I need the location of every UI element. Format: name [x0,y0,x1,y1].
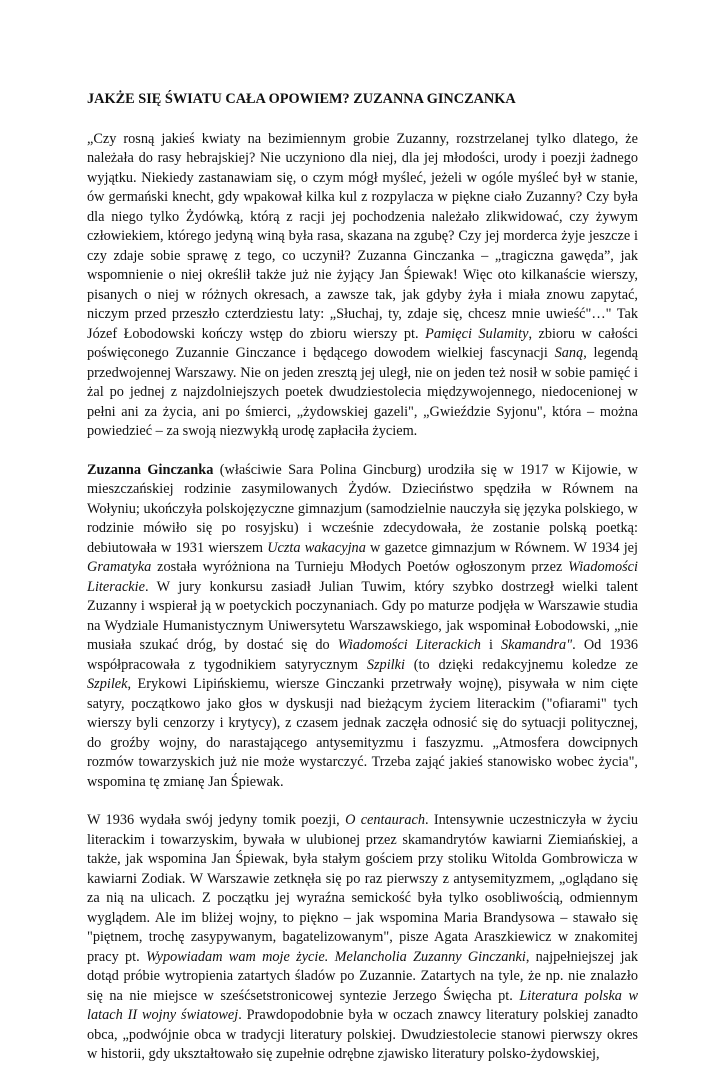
book-title-literatura-polska: Literatura polska w latach II wojny światowej [87,987,638,1023]
name-sana: Saną [554,345,584,361]
poem-title-uczta-wakacyjna: Uczta wakacyjna [267,539,366,556]
text-run: , zbioru w całości poświęconego Zuzannie Ginczance i będącego dowodem wielkiej fascynacji [87,325,638,361]
poet-name: Zuzanna Ginczanka [87,461,214,478]
text-run: . Od 1936 współpracowała z tygodnikiem satyrycznym [87,637,638,673]
magazine-szpilek: Szpilek [87,676,128,692]
text-run: , Erykowi Lipińskiemu, wiersze Ginczanki przetrwały wojnę), pisywała w nim cięte satyry, początkowo jako głos w dyskusji nad bieżącym życiem literackim ("ofiarami" tych wierszy byli cenzorzy i krytycy), z czasem jednak zaczęła odnosić się do sytuacji politycznej, do groźby wojny, do narastającego antysemityzmu i faszyzmu. „Atmosfera dowcipnych rozmów towarzyskich już nie może wystarczyć. Trzeba zająć jakieś stanowisko wobec życia", wspomina tę zmianę Jan Śpiewak. [87,676,638,790]
book-title-o-centaurach: O centaurach [345,812,426,828]
page-title: JAKŻE SIĘ ŚWIATU CAŁA OPOWIEM? ZUZANNA GINCZANKA [87,91,516,107]
text-run: została wyróżniona na Turnieju Młodych Poetów ogłoszonym przez [151,559,569,575]
text-run: . Prawdopodobnie była w oczach znawcy literatury polskiej zanadto obca, „podwójnie obca w tradycji literatury polskiej. Dwudziestolecie stanowi pierwszy okres w historii, gdy ukształtowało się zupełnie odrębne zjawisko literatury polsko-żydowskiej, [87,1007,638,1062]
text-run: W 1936 wydała swój jedyny tomik poezji, [87,812,346,828]
text-run: . Intensywnie uczestniczyła w życiu literackim i towarzyskim, bywała w ulubionej przez skamandrytów kawiarni Ziemiańskiej, a także, jak wspomina Jan Śpiewak, była stałym gościem przy stoliku Witolda Gombrowicza w kawiarni Zodiak. W Warszawie zetknęła się po raz pierwszy z antysemityzmem, „oglądano się za nią na ulicach. Z początku jej wyraźna semickość była tylko osobliwością, odmiennym wyglądem. Ale im bliżej wojny, to piękno – jak wspomina Maria Brandysowa – stawało się "piętnem, trochę zasypywanym, bagatelizowanym", pisze Agata Araszkiewicz w znakomitej pracy pt. [87,812,638,965]
book-title-wypowiadam-wam: Wypowiadam wam moje życie. Melancholia Zuzanny Ginczanki [146,948,526,965]
magazine-wiadomosci-literackie: Wiadomości Literackie [87,559,638,595]
document-page [87,90,638,1084]
text-run: . W jury konkursu zasiadł Julian Tuwim, który szybko dostrzegł wielki talent Zuzanny i wspierał ją w poetyckich poczynaniach. Gdy po maturze podjęła w Warszawie studia na Wydziale Humanistycznym Uniwersytetu Warszawskiego, jak wspominał Łobodowski, „nie musiała szukać dróg, by dostać się do [87,578,638,653]
paragraph-biography [87,461,638,793]
text-run: (to dzięki redakcyjnemu koledze ze [404,656,639,673]
book-title-pamieci-sulamity: Pamięci Sulamity [425,325,529,342]
text-run: w gazetce gimnazjum w Równem. W 1934 jej [365,539,638,556]
text-run: (właściwie Sara Polina Gincburg) urodziła się w 1917 w Kijowie, w mieszczańskiej rodzinie zasymilowanych Żydów. Dzieciństwo spędziła w Równem na Wołyniu; ukończyła polskojęzyczne gimnazjum (samodzielnie nauczyła się języka polskiego, w rodzinie mówiło się po rosyjsku) i wcześnie zdecydowała, że zostanie polską poetką: debiutowała w 1931 wierszem [87,461,638,556]
magazine-wiadomosci-literackich: Wiadomości Literackich [337,637,481,653]
paragraph-intro-quote [87,130,638,442]
text-run: i [480,637,502,653]
text-run: , legendą przedwojennej Warszawy. Nie on jeden zresztą jej uległ, nie on jeden też nosił w sobie pamięć i żal po jednej z najzdolniejszych poetek dwudziestolecia międzywojennego, niedocenionej w pełni ani za życia, ani po śmierci, „żydowskiej gazeli", „Gwieździe Syjonu", która – można powiedzieć – za swoją niezwykłą urodę zapłaciła życiem. [87,345,638,439]
magazine-szpilki: Szpilki [366,656,405,673]
poem-title-gramatyka: Gramatyka [87,559,152,575]
text-run: , najpełniejszej jak dotąd próbie wytropienia zatartych śladów po Zuzannie. Zatartych na tyle, że np. nie znalazło się na nie miejsce w sześćsetstronicowej syntezie Jerzego Święcha pt. [87,948,639,1004]
magazine-skamandra: Skamandra" [501,637,573,653]
paragraph-literary-life [87,811,638,1065]
text-run: „Czy rosną jakieś kwiaty na bezimiennym grobie Zuzanny, rozstrzelanej tylko dlatego, że należała do rasy hebrajskiej? Nie uczyniono dla niej, dla jej młodości, urody i poezji żadnego wyjątku. Niekiedy zastanawiam się, o czym mógł myśleć, jeżeli w ogóle myśleć był w stanie, ów germański knecht, gdy wpakował kilka kul z rozpylacza w piękne ciało Zuzanny? Czy była dla niego tylko Żydówką, którą z racji jej pochodzenia należało zlikwidować, czy żywym człowiekiem, którego jedyną winą była rasa, skazana na zgubę? Czy jej morderca żyje jeszcze i czy zdaje sobie sprawę z tego, co uczynił? Zuzanna Ginczanka – „tragiczna gawęda”, jak wspomnienie o niej określił także już nie żyjący Jan Śpiewak! Więc oto kilkanaście wierszy, pisanych o niej w różnych okresach, a zawsze tak, jak gdyby żyła i miała znowu zapytać, niczym przed przeszło czterdziestu laty: „Słuchaj, ty, zdaje się, chcesz mnie uwieść"…" Tak Józef Łobodowski kończy wstęp do zbioru wierszy pt. [87,130,638,342]
